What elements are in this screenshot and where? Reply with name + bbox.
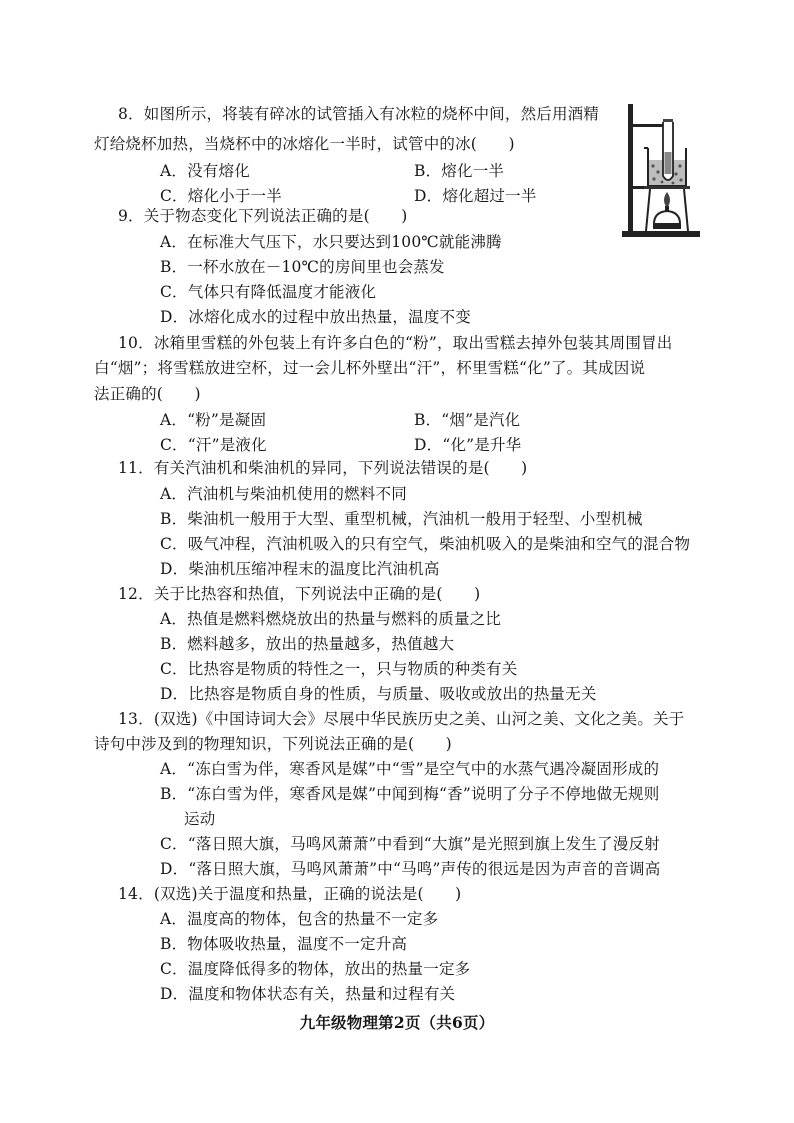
q8-option-a: A．没有熔化 [160,162,250,180]
q10-line-1: 10．冰箱里雪糕的外包装上有许多白色的“粉”，取出雪糕去掉外包装其周围冒出 [118,334,673,352]
q13-option-c: C．“落日照大旗，马鸣风萧萧”中看到“大旗”是光照到旗上发生了漫反射 [160,835,660,853]
q8-option-c: C．熔化小于一半 [160,187,282,205]
q10-line-2: 白“烟”；将雪糕放进空杯，过一会儿杯外壁出“汗”，杯里雪糕“化”了。其成因说 [94,359,646,377]
q13-option-d: D．“落日照大旗，马鸣风萧萧”中“马鸣”声传的很远是因为声音的音调高 [160,860,661,878]
q8-option-d: D．熔化超过一半 [414,187,537,205]
q9-option-b: B．一杯水放在－10℃的房间里也会蒸发 [160,258,445,276]
q10-line-3: 法正确的( ) [94,385,201,403]
heating-apparatus-icon [620,100,702,240]
q11-option-b: B．柴油机一般用于大型、重型机械，汽油机一般用于轻型、小型机械 [160,510,643,528]
q11-option-d: D．柴油机压缩冲程末的温度比汽油机高 [160,560,440,578]
q10-option-d: D．“化”是升华 [414,436,522,454]
q8-line-1: 8．如图所示，将装有碎冰的试管插入有冰粒的烧杯中间，然后用酒精 [118,105,600,123]
q13-option-b-cont: 运动 [184,810,216,828]
q10-option-a: A．“粉”是凝固 [160,411,267,429]
q11-option-c: C．吸气冲程，汽油机吸入的只有空气，柴油机吸入的是柴油和空气的混合物 [160,535,691,553]
q9-option-d: D．冰熔化成水的过程中放出热量，温度不变 [160,308,471,326]
q14-option-a: A．温度高的物体，包含的热量不一定多 [160,910,439,928]
page-footer: 九年级物理第2页（共6页） [299,1013,495,1032]
q13-option-a: A．“冻白雪为伴，寒香风是媒”中“雪”是空气中的水蒸气遇冷凝固形成的 [160,760,660,778]
q12-option-b: B．燃料越多，放出的热量越多，热值越大 [160,635,455,653]
q14-option-b: B．物体吸收热量，温度不一定升高 [160,935,408,953]
q11-line-1: 11．有关汽油机和柴油机的异同，下列说法错误的是( ) [118,459,528,477]
q14-option-c: C．温度降低得多的物体，放出的热量一定多 [160,960,471,978]
q13-line-1: 13．(双选)《中国诗词大会》尽展中华民族历史之美、山河之美、文化之美。关于 [118,710,685,728]
q9-option-c: C．气体只有降低温度才能液化 [160,283,377,301]
q11-option-a: A．汽油机与柴油机使用的燃料不同 [160,485,407,503]
q10-option-c: C．“汗”是液化 [160,436,267,454]
q10-option-b: B．“烟”是汽化 [414,411,521,429]
q12-line-1: 12．关于比热容和热值，下列说法中正确的是( ) [118,585,481,603]
q8-line-2: 灯给烧杯加热，当烧杯中的冰熔化一半时，试管中的冰( ) [94,135,515,153]
q9-option-a: A．在标准大气压下，水只要达到100℃就能沸腾 [160,233,502,251]
q13-option-b: B．“冻白雪为伴，寒香风是媒”中闻到梅“香”说明了分子不停地做无规则 [160,785,660,803]
q12-option-c: C．比热容是物质的特性之一，只与物质的种类有关 [160,660,518,678]
q13-line-2: 诗句中涉及到的物理知识，下列说法正确的是( ) [94,735,452,753]
q14-option-d: D．温度和物体状态有关，热量和过程有关 [160,985,456,1003]
q9-line-1: 9．关于物态变化下列说法正确的是( ) [118,207,408,225]
q14-line-1: 14．(双选)关于温度和热量，正确的说法是( ) [118,885,462,903]
q12-option-a: A．热值是燃料燃烧放出的热量与燃料的质量之比 [160,610,502,628]
q12-option-d: D．比热容是物质自身的性质，与质量、吸收或放出的热量无关 [160,685,597,703]
q8-option-b: B．熔化一半 [414,162,505,180]
